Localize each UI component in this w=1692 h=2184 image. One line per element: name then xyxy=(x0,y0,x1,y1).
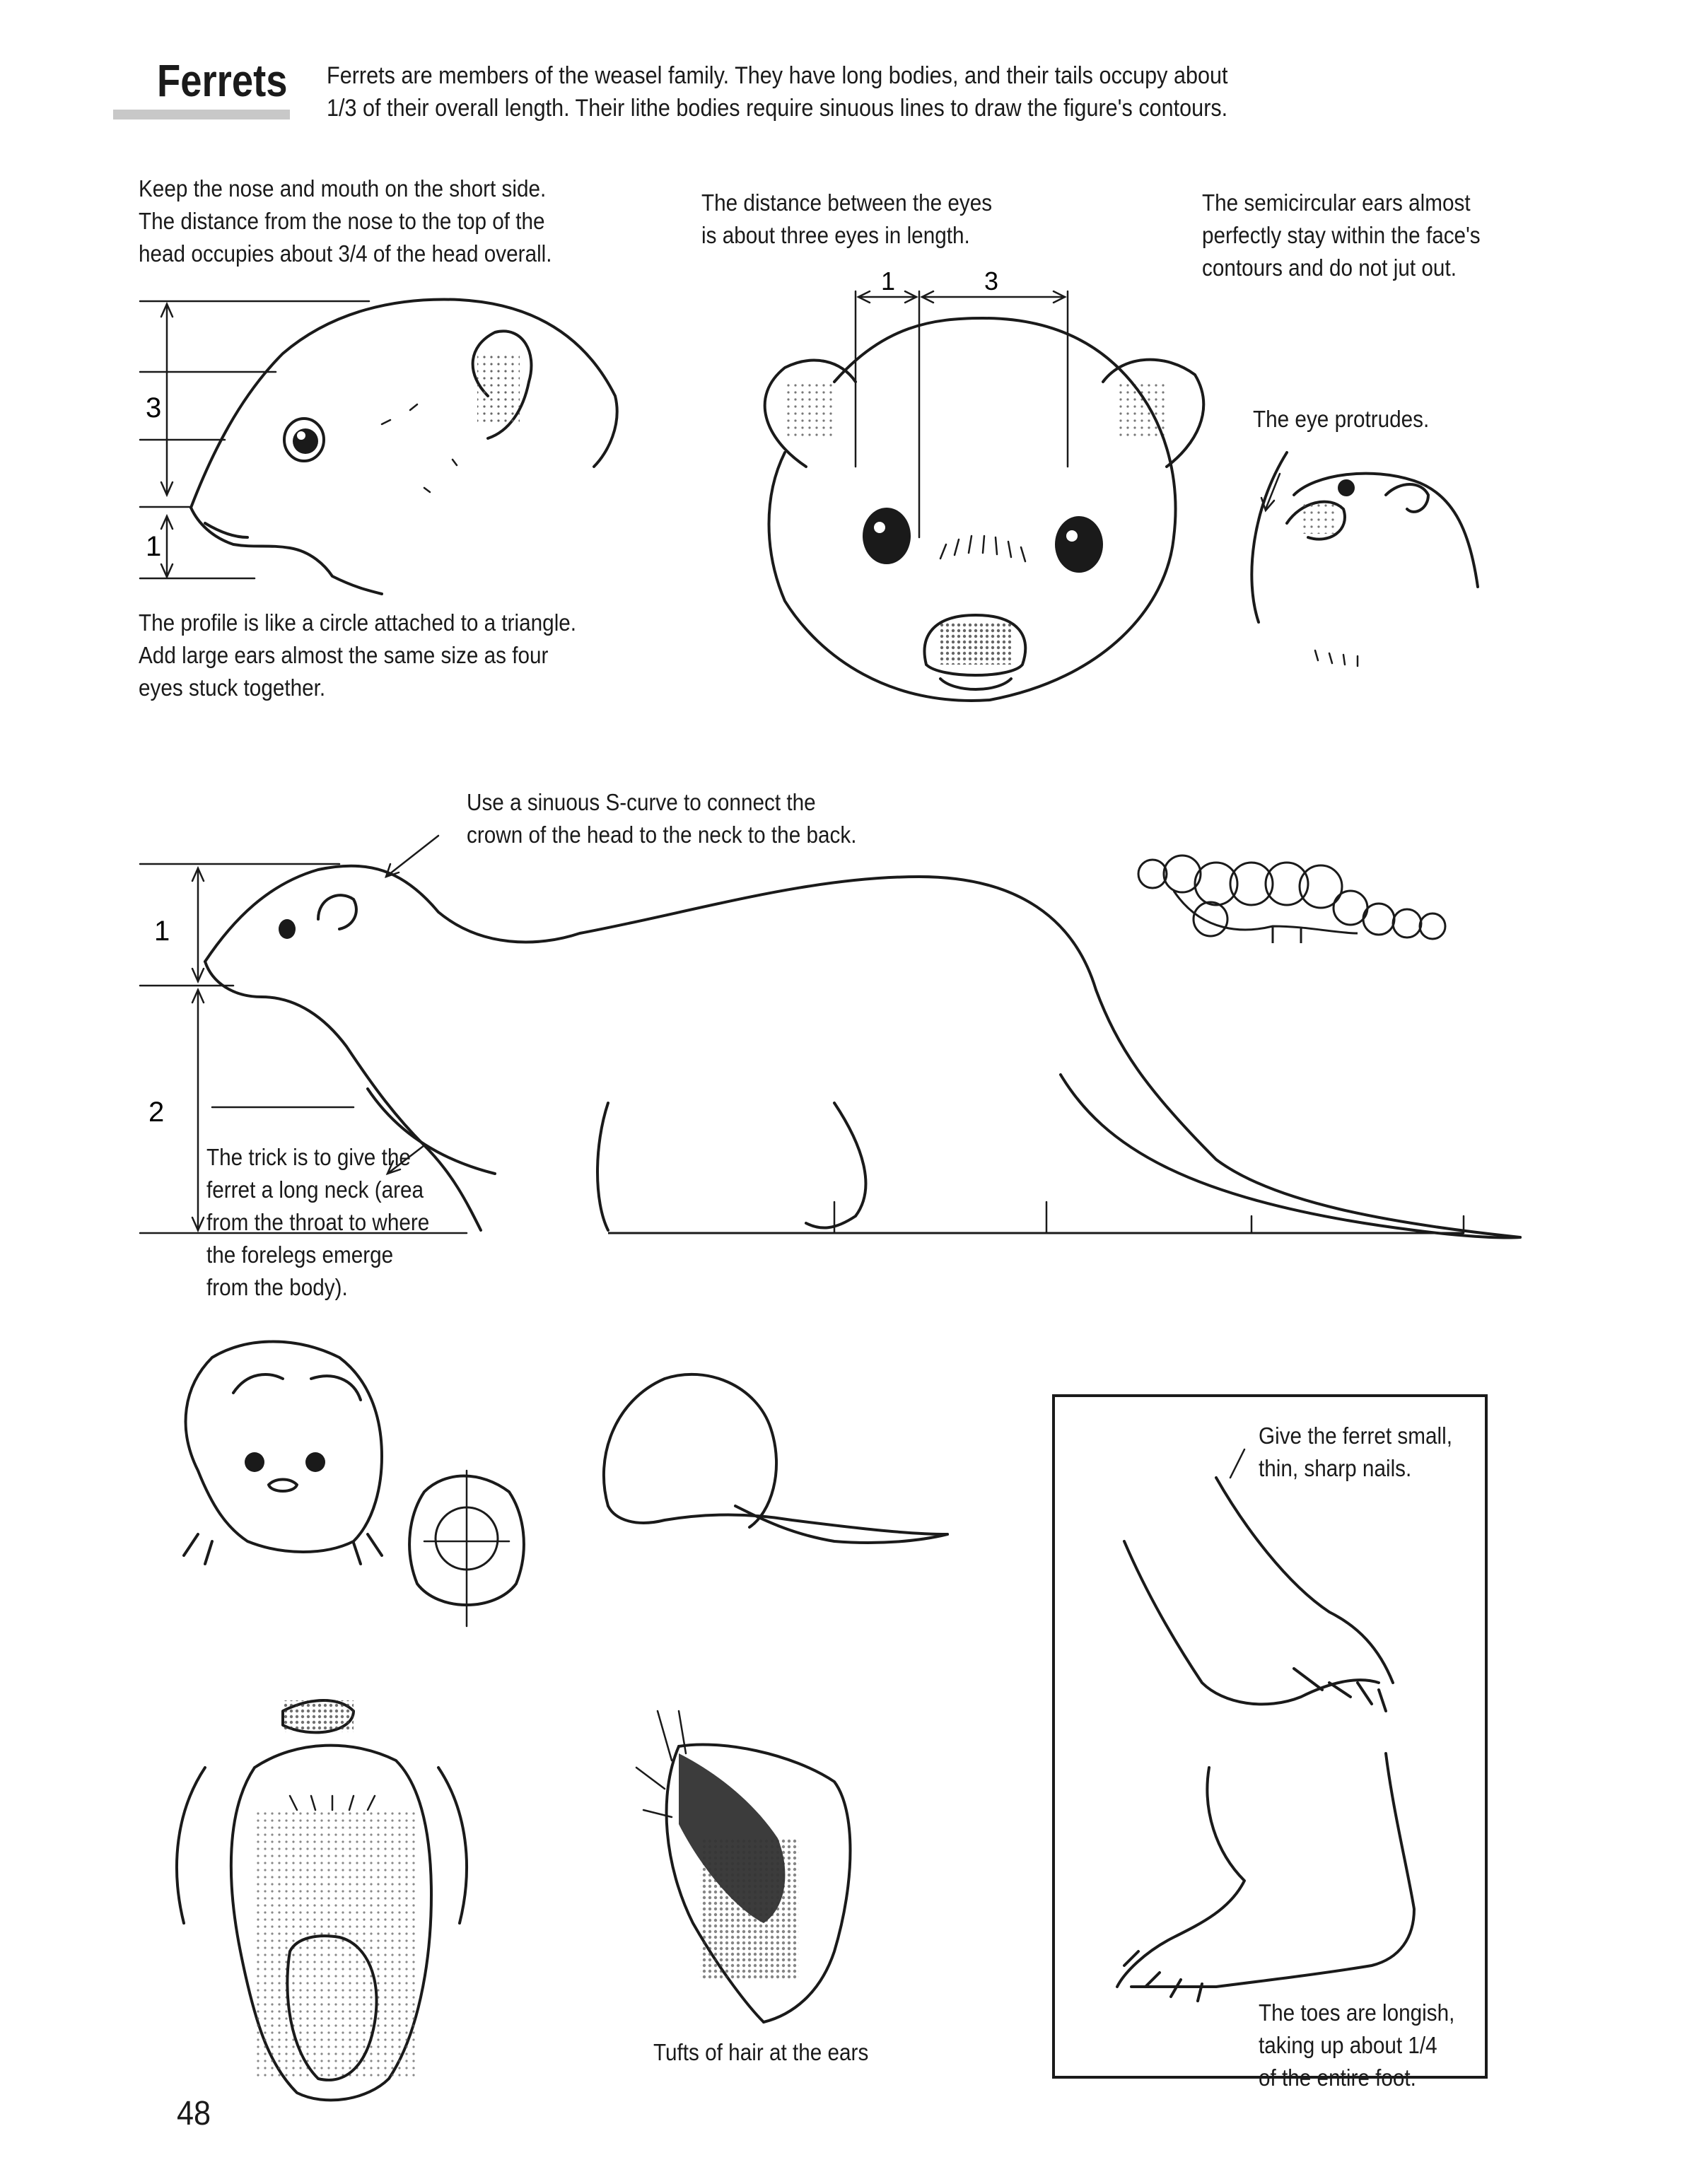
small-front-views xyxy=(184,1342,524,1627)
caption-line: from the throat to where xyxy=(206,1209,430,1235)
caption-line: the forelegs emerge xyxy=(206,1242,394,1268)
eye-gap-label-3: 3 xyxy=(984,267,999,296)
page-title: Ferrets xyxy=(157,55,288,106)
head-profile-drawing xyxy=(140,300,617,594)
caption-line: ferret a long neck (area xyxy=(206,1176,424,1203)
caption-line: from the body). xyxy=(206,1274,348,1300)
body-measure-label-2: 2 xyxy=(148,1097,165,1128)
intro-line-2: 1/3 of their overall length. Their lithe bodies require sinuous lines to draw the figure's contours. xyxy=(327,95,1228,122)
caption-line: contours and do not jut out. xyxy=(1202,255,1457,281)
body-measure-label-1: 1 xyxy=(154,916,170,947)
caption-line: head occupies about 3/4 of the head overall. xyxy=(139,240,552,267)
circle-construction-drawing xyxy=(1138,856,1445,943)
intro-line-1: Ferrets are members of the weasel family. They have long bodies, and their tails occupy about xyxy=(327,62,1228,89)
eye-gap-label-1: 1 xyxy=(881,267,896,296)
caption-line: The toes are longish, xyxy=(1259,1999,1455,2026)
caption-ear-tufts: Tufts of hair at the ears xyxy=(653,2039,869,2065)
caption-line: eyes stuck together. xyxy=(139,675,326,701)
measure-label-3: 3 xyxy=(146,392,162,424)
caption-line: Give the ferret small, xyxy=(1259,1423,1452,1449)
paws-box xyxy=(1054,1396,1486,2077)
page-number: 48 xyxy=(177,2095,211,2132)
eye-protrudes-drawing xyxy=(1252,452,1478,666)
caption-line: Add large ears almost the same size as four xyxy=(139,642,549,668)
curled-body-drawing xyxy=(604,1374,947,1543)
caption-line: thin, sharp nails. xyxy=(1259,1455,1412,1481)
caption-line: The distance from the nose to the top of the xyxy=(139,208,545,234)
caption-line: The trick is to give the xyxy=(206,1144,411,1170)
ear-tufts-drawing xyxy=(636,1711,851,2022)
measure-label-1: 1 xyxy=(146,531,162,562)
caption-line: is about three eyes in length. xyxy=(701,222,970,248)
caption-line: The profile is like a circle attached to a triangle. xyxy=(139,609,577,636)
caption-line: Keep the nose and mouth on the short side. xyxy=(139,175,547,202)
full-body-drawing xyxy=(140,836,1520,1238)
caption-line: The distance between the eyes xyxy=(701,189,993,216)
caption-line: taking up about 1/4 xyxy=(1259,2032,1437,2058)
caption-line: perfectly stay within the face's xyxy=(1202,222,1481,248)
caption-line: The semicircular ears almost xyxy=(1202,189,1471,216)
caption-line: of the entire foot. xyxy=(1259,2065,1416,2091)
front-face-drawing xyxy=(765,267,1204,701)
caption-line: Use a sinuous S-curve to connect the xyxy=(467,789,816,815)
caption-line: crown of the head to the neck to the back. xyxy=(467,822,857,848)
open-mouth-drawing xyxy=(177,1700,467,2100)
caption-eye-protrudes: The eye protrudes. xyxy=(1253,406,1430,432)
